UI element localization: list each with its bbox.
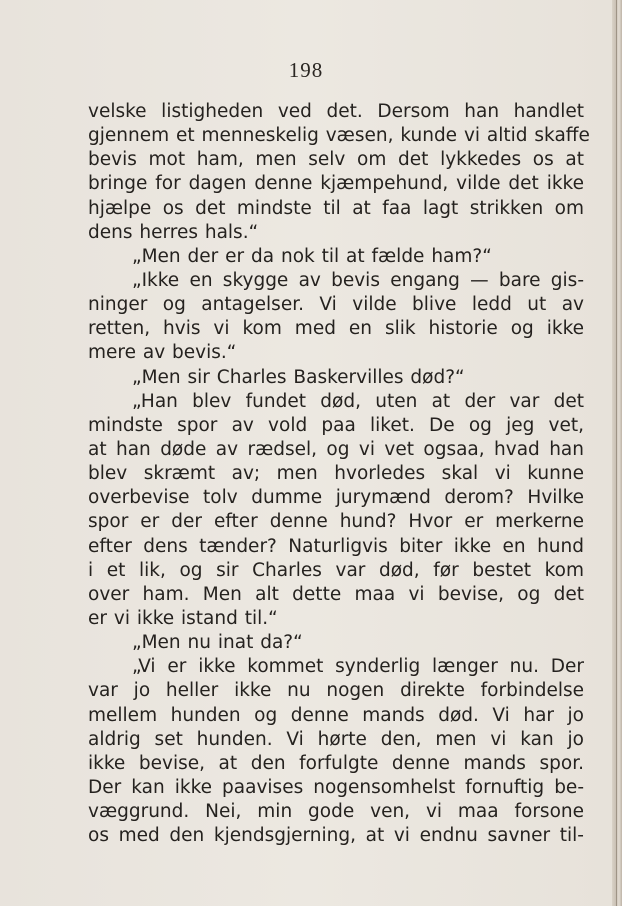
text-line: „Men sir Charles Baskervilles død?“ xyxy=(132,366,465,388)
text-line: mindste spor av vold paa liket. De og jeg vet, xyxy=(88,414,584,436)
text-line: „Han blev fundet død, uten at der var det xyxy=(132,390,584,412)
body-text xyxy=(88,100,590,848)
text-line: dens herres hals.“ xyxy=(88,221,259,243)
text-line: mere av bevis.“ xyxy=(88,342,237,364)
text-line: hjælpe os det mindste til at faa lagt strikken om xyxy=(88,197,584,219)
text-line: „Vi er ikke kommet synderlig længer nu. Der xyxy=(132,656,584,678)
text-line: mellem hunden og denne mands død. Vi har jo xyxy=(88,704,584,726)
text-line: retten, hvis vi kom med en slik historie og ikke xyxy=(88,318,584,340)
page-number: 198 xyxy=(288,58,324,82)
page-edge xyxy=(612,0,622,906)
text-line: bevis mot ham, men selv om det lykkedes os at xyxy=(88,149,584,171)
text-line: overbevise tolv dumme jurymænd derom? Hvilke xyxy=(88,487,584,509)
text-line: er vi ikke istand til.“ xyxy=(88,607,278,629)
text-line: os med den kjendsgjerning, at vi endnu savner til- xyxy=(88,825,584,847)
text-line: velske listigheden ved det. Dersom han handlet xyxy=(88,101,584,122)
text-line: ninger og antagelser. Vi vilde blive ledd ut av xyxy=(88,294,584,316)
text-line: „Men der er da nok til at fælde ham?“ xyxy=(132,245,492,267)
text-line: efter dens tænder? Naturligvis biter ikke en hund xyxy=(88,535,584,557)
text-line: væggrund. Nei, min gode ven, vi maa forsone xyxy=(88,801,584,823)
text-line: var jo heller ikke nu nogen direkte forbindelse xyxy=(88,680,584,702)
text-line: at han døde av rædsel, og vi vet ogsaa, hvad han xyxy=(88,438,584,460)
text-line: i et lik, og sir Charles var død, før bestet kom xyxy=(88,559,584,581)
text-line: „Ikke en skygge av bevis engang — bare gis- xyxy=(132,269,584,291)
text-line: aldrig set hunden. Vi hørte den, men vi kan jo xyxy=(88,728,584,750)
text-line: blev skræmt av; men hvorledes skal vi kunne xyxy=(88,463,584,485)
text-line: ikke bevise, at den forfulgte denne mands spor. xyxy=(88,752,584,774)
text-line: bringe for dagen denne kjæmpehund, vilde det ikke xyxy=(88,173,584,195)
text-line: gjennem et menneskelig væsen, kunde vi altid skaffe xyxy=(88,125,590,147)
text-line: Der kan ikke paavises nogensomhelst fornuftig be- xyxy=(88,776,584,798)
text-line: „Men nu inat da?“ xyxy=(132,632,303,654)
text-line: over ham. Men alt dette maa vi bevise, og det xyxy=(88,583,584,605)
text-line: spor er der efter denne hund? Hvor er merkerne xyxy=(88,511,584,533)
